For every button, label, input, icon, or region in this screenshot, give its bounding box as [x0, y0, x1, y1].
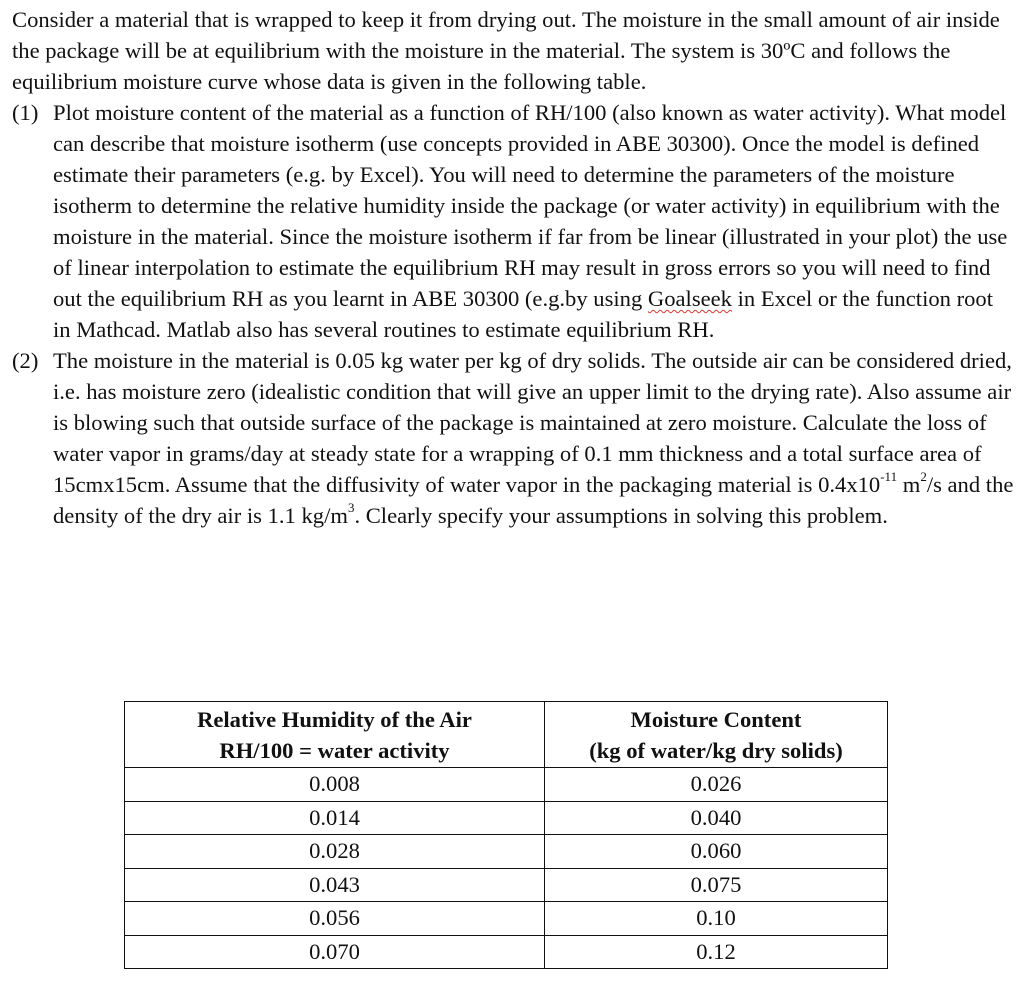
item-text [53, 345, 1014, 531]
table-row [125, 868, 888, 902]
table-cell: 0.043 [125, 868, 545, 902]
table-row [125, 801, 888, 835]
table-row [125, 768, 888, 802]
item-text-part: m [897, 472, 921, 497]
table-cell: 0.008 [125, 768, 545, 802]
table-cell: 0.028 [125, 835, 545, 869]
item-text-part: . Clearly specify your assumptions in solving this problem. [354, 503, 888, 528]
table-cell: 0.040 [545, 801, 888, 835]
question-item-1 [12, 97, 1014, 345]
table-cell: 0.056 [125, 902, 545, 936]
table-cell: 0.10 [545, 902, 888, 936]
table-cell: 0.014 [125, 801, 545, 835]
table-cell: 0.026 [545, 768, 888, 802]
superscript: 3 [347, 500, 355, 516]
item-text-part: Plot moisture content of the material as a function of RH/100 (also known as water activity). What model can describe that moisture isotherm (use concepts provided in ABE 30300). Once the model is defined estimate their parameters (e.g. by Excel). You will need to determine the parameters of the moisture isotherm to determine the relative humidity inside the package (or water activity) in equilibrium with the moisture in the material. Since the moisture isotherm if far from be linear (illustrated in your plot) the use of linear interpolation to estimate the equilibrium RH may result in gross errors so you will need to find out the equilibrium RH as you learnt in ABE 30300 (e.g.by using [53, 100, 1008, 311]
header-line: Relative Humidity of the Air [197, 707, 472, 732]
superscript: -11 [880, 469, 898, 485]
item-text [53, 97, 1014, 345]
spellcheck-flagged-word[interactable]: Goalseek [647, 286, 732, 311]
column-header [545, 702, 888, 768]
problem-text [12, 4, 1014, 531]
item-text-part: in Excel or the function root in Mathcad. Matlab also has several routines to estimate equilibrium RH. [53, 286, 993, 342]
table-row [125, 935, 888, 969]
table-cell: 0.070 [125, 935, 545, 969]
moisture-isotherm-table [124, 701, 888, 969]
header-line: (kg of water/kg dry solids) [589, 738, 843, 763]
superscript: 2 [920, 469, 927, 485]
header-line: Moisture Content [630, 707, 802, 732]
intro-paragraph: Consider a material that is wrapped to keep it from drying out. The moisture in the small amount of air inside the package will be at equilibrium with the moisture in the material. The system is 30ºC and follows the equilibrium moisture curve whose data is given in the following table. [12, 7, 1000, 94]
item-number: (2) [12, 348, 39, 373]
table-row [125, 902, 888, 936]
question-item-2 [12, 345, 1014, 531]
table-cell: 0.12 [545, 935, 888, 969]
table-header-row [125, 702, 888, 768]
column-header [125, 702, 545, 768]
item-number: (1) [12, 100, 39, 125]
header-line: RH/100 = water activity [219, 738, 450, 763]
table-cell: 0.075 [545, 868, 888, 902]
table-cell: 0.060 [545, 835, 888, 869]
item-text-part: /s and the density of the dry air is 1.1 kg/m [53, 472, 1014, 528]
table-row [125, 835, 888, 869]
item-text-part: The moisture in the material is 0.05 kg water per kg of dry solids. The outside air can be considered dried, i.e. has moisture zero (idealistic condition that will give an upper limit to the drying rate). Also assume air is blowing such that outside surface of the package is maintained at zero moisture. Calculate the loss of water vapor in grams/day at steady state for a wrapping of 0.1 mm thickness and a total surface area of 15cmx15cm. Assume that the diffusivity of water vapor in the packaging material is 0.4x10 [53, 348, 1012, 497]
